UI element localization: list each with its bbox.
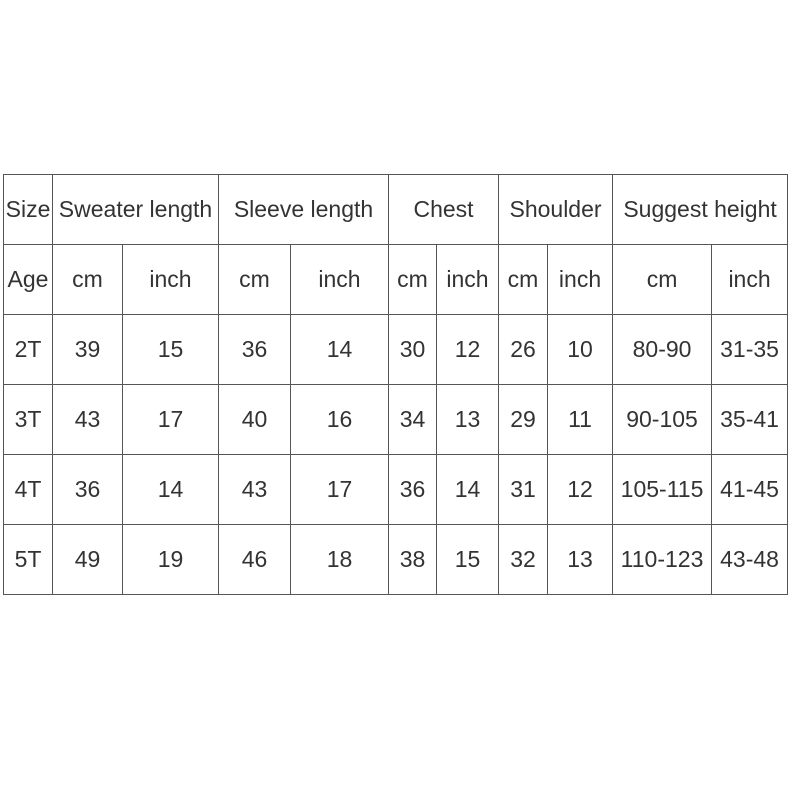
table-row [4, 525, 788, 595]
table-cell: 17 [291, 455, 389, 525]
table-cell: 35-41 [712, 385, 788, 455]
table-cell: 12 [437, 315, 499, 385]
table-cell: 38 [389, 525, 437, 595]
table-cell: 14 [437, 455, 499, 525]
table-cell: 40 [219, 385, 291, 455]
table-cell: 26 [499, 315, 548, 385]
header-suggest-height: Suggest height [613, 175, 788, 245]
table-cell: 105-115 [613, 455, 712, 525]
header-sleeve-length: Sleeve length [219, 175, 389, 245]
table-cell: 12 [548, 455, 613, 525]
table-cell: 30 [389, 315, 437, 385]
table-cell: 16 [291, 385, 389, 455]
table-cell: 43 [219, 455, 291, 525]
table-cell: 36 [53, 455, 123, 525]
size-cell: 2T [4, 315, 53, 385]
table-cell: 31 [499, 455, 548, 525]
unit-inch: inch [291, 245, 389, 315]
unit-cm: cm [613, 245, 712, 315]
unit-cm: cm [53, 245, 123, 315]
table-cell: 19 [123, 525, 219, 595]
header-sweater-length: Sweater length [53, 175, 219, 245]
size-cell: 4T [4, 455, 53, 525]
table-cell: 36 [219, 315, 291, 385]
table-cell: 10 [548, 315, 613, 385]
unit-inch: inch [123, 245, 219, 315]
table-cell: 13 [437, 385, 499, 455]
table-cell: 43 [53, 385, 123, 455]
table-cell: 36 [389, 455, 437, 525]
header-row-measurements [4, 175, 788, 245]
table-cell: 29 [499, 385, 548, 455]
table-cell: 90-105 [613, 385, 712, 455]
table-cell: 80-90 [613, 315, 712, 385]
table-cell: 43-48 [712, 525, 788, 595]
header-row-units [4, 245, 788, 315]
unit-inch: inch [437, 245, 499, 315]
header-chest: Chest [389, 175, 499, 245]
table-cell: 34 [389, 385, 437, 455]
size-cell: 5T [4, 525, 53, 595]
size-chart-table [3, 174, 788, 595]
table-cell: 17 [123, 385, 219, 455]
table-cell: 14 [291, 315, 389, 385]
table-cell: 49 [53, 525, 123, 595]
table-cell: 13 [548, 525, 613, 595]
table-row [4, 315, 788, 385]
unit-inch: inch [548, 245, 613, 315]
table-cell: 31-35 [712, 315, 788, 385]
table-cell: 15 [123, 315, 219, 385]
unit-cm: cm [499, 245, 548, 315]
table-cell: 15 [437, 525, 499, 595]
table-cell: 18 [291, 525, 389, 595]
table-cell: 39 [53, 315, 123, 385]
table-cell: 14 [123, 455, 219, 525]
table-cell: 32 [499, 525, 548, 595]
size-cell: 3T [4, 385, 53, 455]
table-cell: 41-45 [712, 455, 788, 525]
unit-cm: cm [219, 245, 291, 315]
header-size: Size [4, 175, 53, 245]
table-cell: 11 [548, 385, 613, 455]
unit-inch: inch [712, 245, 788, 315]
header-age: Age [4, 245, 53, 315]
unit-cm: cm [389, 245, 437, 315]
table-row [4, 385, 788, 455]
table-row [4, 455, 788, 525]
table-cell: 46 [219, 525, 291, 595]
table-cell: 110-123 [613, 525, 712, 595]
header-shoulder: Shoulder [499, 175, 613, 245]
